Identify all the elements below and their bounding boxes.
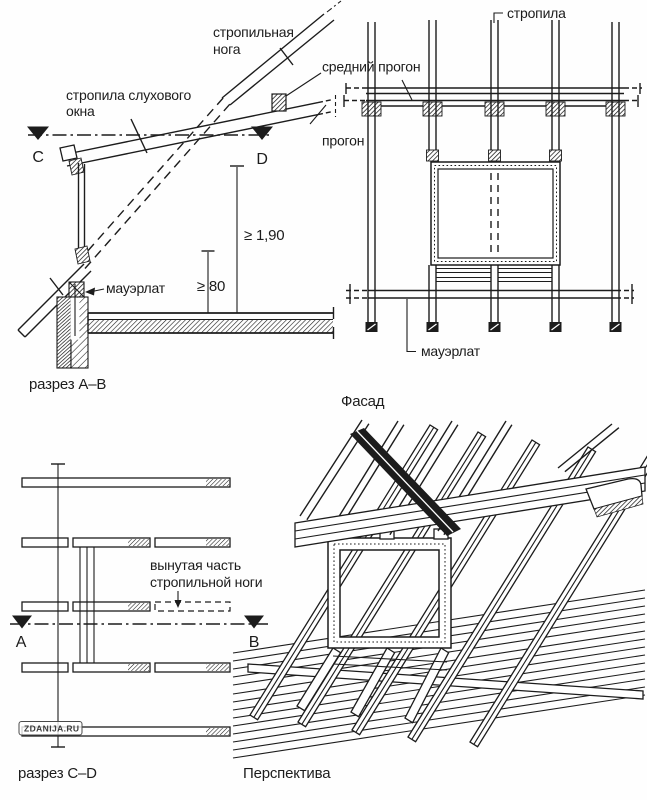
middle-purlin-leader xyxy=(286,73,321,96)
rafter-feet-black xyxy=(366,322,622,332)
perspective-view xyxy=(233,420,647,782)
floor-slab xyxy=(88,307,334,339)
dormer-rafter-label-line2: окна xyxy=(66,103,95,119)
section-cd-view xyxy=(10,464,268,782)
dim-sill-value: ≥ 80 xyxy=(196,278,226,295)
perspective-caption: Перспектива xyxy=(243,765,331,782)
axis-line-ab xyxy=(10,616,268,629)
purlin-block xyxy=(272,94,286,111)
rafter-leg-label-line1: стропильная xyxy=(213,24,294,40)
purlin-label: прогон xyxy=(322,132,365,149)
mauerlat-leader-arrowhead xyxy=(85,288,95,296)
facade-view xyxy=(310,5,642,410)
cutout-label-line1: вынутая часть xyxy=(150,557,241,573)
post-top-block xyxy=(69,158,84,175)
dormer-rafter-label-line1: стропила слухового xyxy=(66,87,192,103)
removed-rafter-dashed-outline xyxy=(155,602,230,611)
masonry-wall xyxy=(57,284,88,368)
marker-b-label: B xyxy=(248,634,260,651)
rafter-feet-hatched xyxy=(427,150,562,161)
dim-height-value: ≥ 1,90 xyxy=(244,227,285,244)
cutout-label-line2: стропильной ноги xyxy=(150,574,263,590)
marker-d-label: D xyxy=(256,151,268,168)
section-ab-view xyxy=(18,1,341,393)
marker-triangle-b xyxy=(244,616,264,629)
marker-triangle-d xyxy=(251,127,273,141)
rafter-leg-dashed xyxy=(78,97,230,269)
rafters-label: стропила xyxy=(507,5,566,21)
marker-c-label: C xyxy=(32,149,44,166)
section-cd-caption: разрез C–D xyxy=(18,765,97,782)
mauerlat-label: мауэрлат xyxy=(106,280,166,296)
section-ab-caption: разрез А–В xyxy=(29,376,107,393)
watermark-text: ZDANIJA.RU xyxy=(24,723,80,734)
marker-triangle-c xyxy=(27,127,49,141)
dormer-rafter-end-cap xyxy=(60,145,77,161)
dormer-rafter-leader-tick xyxy=(131,119,147,153)
facade-caption: Фасад xyxy=(341,393,385,410)
mauerlat-plate xyxy=(346,284,634,304)
watermark xyxy=(19,722,82,736)
middle-purlin-label: средний прогон xyxy=(322,58,421,75)
marker-triangle-a xyxy=(12,616,32,629)
post-bottom-block xyxy=(75,246,90,264)
purlin-leader-tick xyxy=(310,105,326,124)
mauerlat-label: мауэрлат xyxy=(421,343,481,359)
middle-purlin xyxy=(346,83,642,94)
rafter-leg-label-line2: нога xyxy=(213,41,241,57)
cutout-arrow xyxy=(175,591,182,608)
beam-rows xyxy=(22,478,230,736)
dimension-sill xyxy=(197,251,225,313)
marker-a-label: A xyxy=(15,634,27,651)
dormer-post xyxy=(69,158,90,264)
axis-line-cd xyxy=(27,127,273,141)
dormer-rafter-beam xyxy=(60,95,336,166)
mauerlat-leader xyxy=(407,299,416,352)
sill-posts xyxy=(429,265,559,322)
dimension-height xyxy=(230,166,284,313)
middle-purlin-tick xyxy=(402,80,412,100)
dormer-window-frame xyxy=(431,162,560,265)
purlin-connector-blocks xyxy=(362,102,625,116)
mauerlat-node xyxy=(69,282,104,297)
